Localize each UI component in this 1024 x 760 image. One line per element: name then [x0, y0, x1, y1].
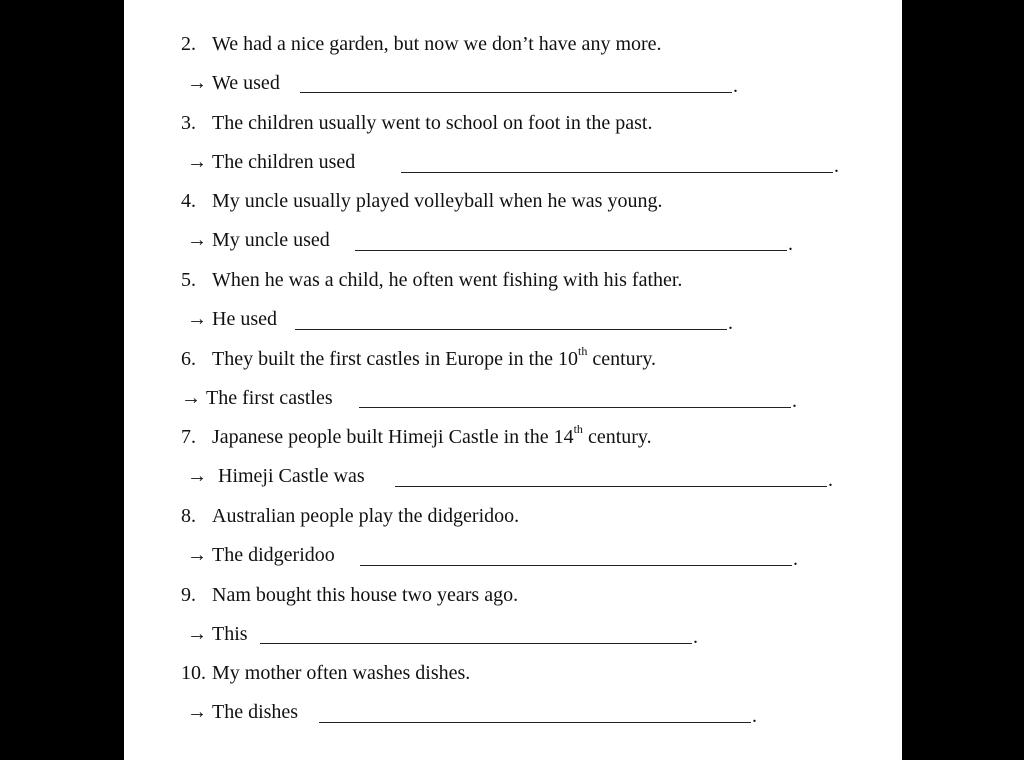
answer-prompt-text: He used	[212, 308, 277, 330]
answer-prompt-5	[187, 307, 277, 331]
answer-prompt-3	[187, 150, 355, 174]
question-5	[181, 268, 682, 292]
answer-period: .	[693, 626, 698, 648]
ordinal-superscript: th	[578, 344, 588, 359]
question-number: 5.	[181, 269, 196, 291]
answer-prompt-text: This	[212, 623, 248, 645]
ordinal-superscript: th	[573, 422, 583, 437]
question-text: Nam bought this house two years ago.	[212, 584, 519, 606]
question-text: Australian people play the didgeridoo.	[212, 505, 520, 527]
question-4	[181, 189, 662, 213]
answer-period: .	[792, 390, 797, 412]
question-7	[181, 422, 652, 449]
answer-prompt-text: We used	[212, 72, 280, 94]
question-text: They built the first castles in Europe in the 10	[212, 348, 579, 370]
question-6	[181, 344, 657, 371]
question-text: We had a nice garden, but now we don’t have any more.	[212, 33, 662, 55]
answer-blank-7[interactable]	[395, 486, 827, 487]
question-text: When he was a child, he often went fishing with his father.	[212, 269, 683, 291]
question-2	[181, 32, 662, 56]
answer-period: .	[728, 312, 733, 334]
answer-blank-10[interactable]	[319, 722, 751, 723]
question-text-end: century.	[587, 348, 657, 370]
answer-prompt-text: Himeji Castle was	[218, 465, 365, 487]
answer-prompt-6	[181, 386, 333, 410]
answer-prompt-7	[187, 464, 365, 488]
question-number: 8.	[181, 505, 196, 527]
answer-prompt-10	[187, 700, 298, 724]
question-8	[181, 504, 519, 528]
arrow-icon: →	[187, 701, 207, 723]
question-number: 9.	[181, 584, 196, 606]
answer-period: .	[793, 548, 798, 570]
answer-prompt-text: My uncle used	[212, 229, 330, 251]
answer-prompt-4	[187, 228, 330, 252]
question-number: 2.	[181, 33, 196, 55]
answer-period: .	[752, 705, 757, 727]
arrow-icon: →	[187, 72, 207, 94]
question-number: 10.	[181, 662, 206, 684]
answer-prompt-text: The didgeridoo	[212, 544, 335, 566]
answer-period: .	[788, 233, 793, 255]
answer-blank-8[interactable]	[360, 565, 792, 566]
answer-period: .	[733, 75, 738, 97]
question-text: The children usually went to school on foot in the past.	[212, 112, 653, 134]
answer-blank-2[interactable]	[300, 92, 732, 93]
question-number: 3.	[181, 112, 196, 134]
answer-blank-9[interactable]	[260, 643, 692, 644]
worksheet-page	[124, 0, 902, 760]
question-text: My mother often washes dishes.	[212, 662, 471, 684]
answer-prompt-text: The children used	[212, 151, 356, 173]
question-text: Japanese people built Himeji Castle in the 14	[212, 426, 574, 448]
answer-prompt-8	[187, 543, 335, 567]
answer-blank-6[interactable]	[359, 407, 791, 408]
question-9	[181, 583, 518, 607]
question-text: My uncle usually played volleyball when he was young.	[212, 190, 663, 212]
arrow-icon: →	[181, 387, 201, 409]
arrow-icon: →	[187, 544, 207, 566]
answer-blank-5[interactable]	[295, 329, 727, 330]
arrow-icon: →	[187, 623, 207, 645]
answer-period: .	[834, 155, 839, 177]
arrow-icon: →	[187, 465, 207, 487]
question-number: 7.	[181, 426, 196, 448]
question-number: 6.	[181, 348, 196, 370]
answer-prompt-2	[187, 71, 280, 95]
answer-prompt-text: The first castles	[206, 387, 333, 409]
arrow-icon: →	[187, 308, 207, 330]
question-number: 4.	[181, 190, 196, 212]
answer-period: .	[828, 469, 833, 491]
arrow-icon: →	[187, 151, 207, 173]
answer-prompt-9	[187, 622, 248, 646]
answer-prompt-text: The dishes	[212, 701, 299, 723]
answer-blank-4[interactable]	[355, 250, 787, 251]
answer-blank-3[interactable]	[401, 172, 833, 173]
question-10	[181, 661, 470, 685]
arrow-icon: →	[187, 229, 207, 251]
question-text-end: century.	[582, 426, 652, 448]
question-3	[181, 111, 652, 135]
